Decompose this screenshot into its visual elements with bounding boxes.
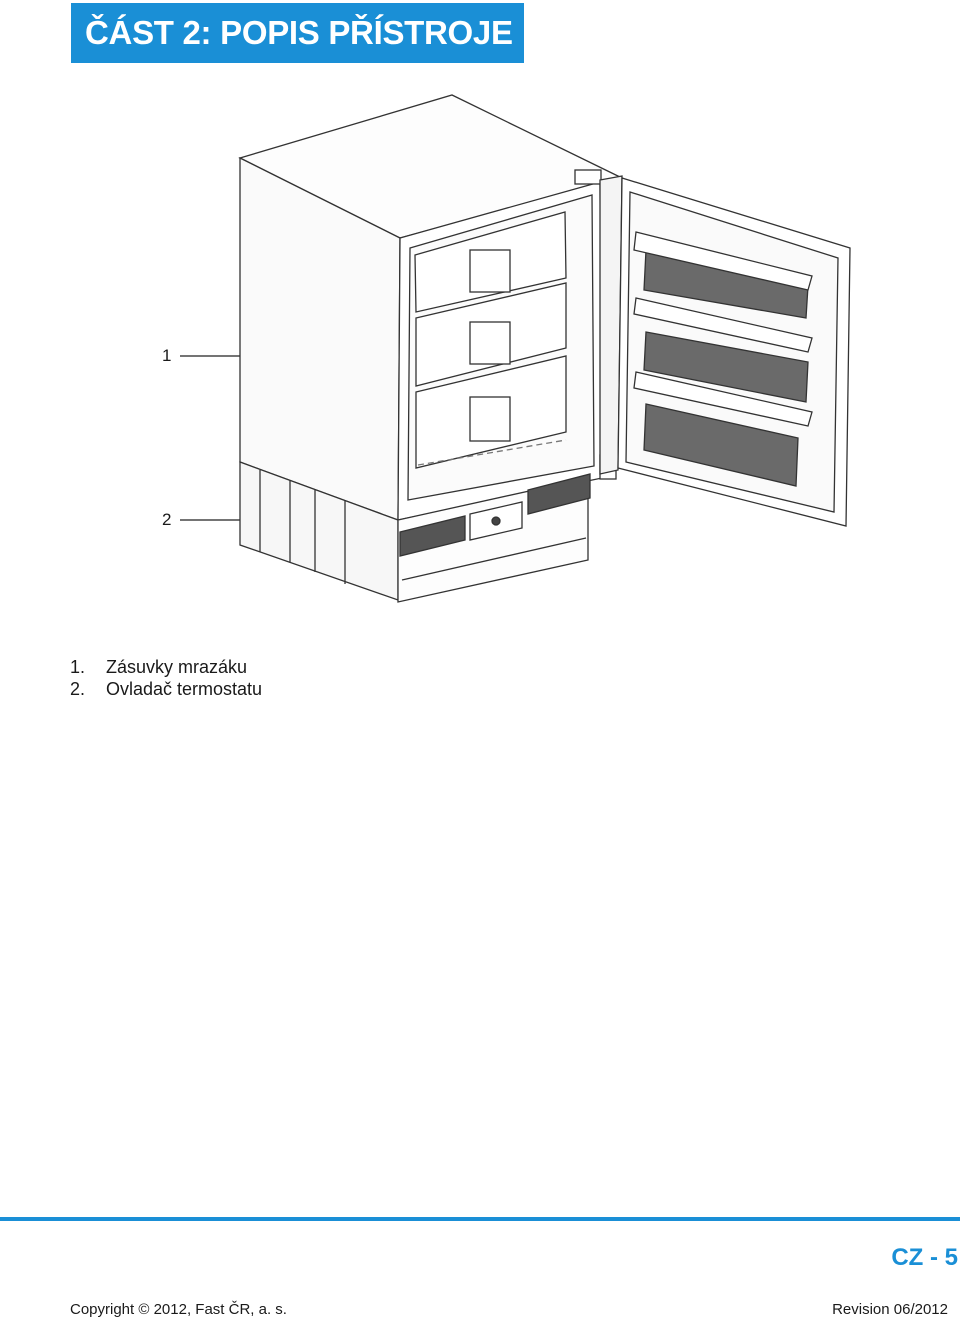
legend-item [70, 678, 262, 700]
copyright-text: Copyright © 2012, Fast ČR, a. s. [70, 1301, 287, 1318]
section-header [71, 3, 524, 63]
legend-number: 2. [70, 679, 86, 699]
legend-label: Zásuvky mrazáku [106, 657, 248, 677]
page-number: CZ - 5 [891, 1244, 958, 1271]
revision-text: Revision 06/2012 [832, 1301, 948, 1318]
callout-1: 1 [162, 346, 172, 365]
freezer-illustration [150, 90, 860, 630]
legend-item [70, 656, 262, 678]
legend-label: Ovladač termostatu [106, 679, 263, 699]
callout-2: 2 [162, 510, 172, 529]
legend-number: 1. [70, 657, 86, 677]
section-title: ČÁST 2: POPIS PŘÍSTROJE [85, 14, 513, 51]
legend [70, 656, 262, 700]
footer-rule [0, 1217, 960, 1221]
